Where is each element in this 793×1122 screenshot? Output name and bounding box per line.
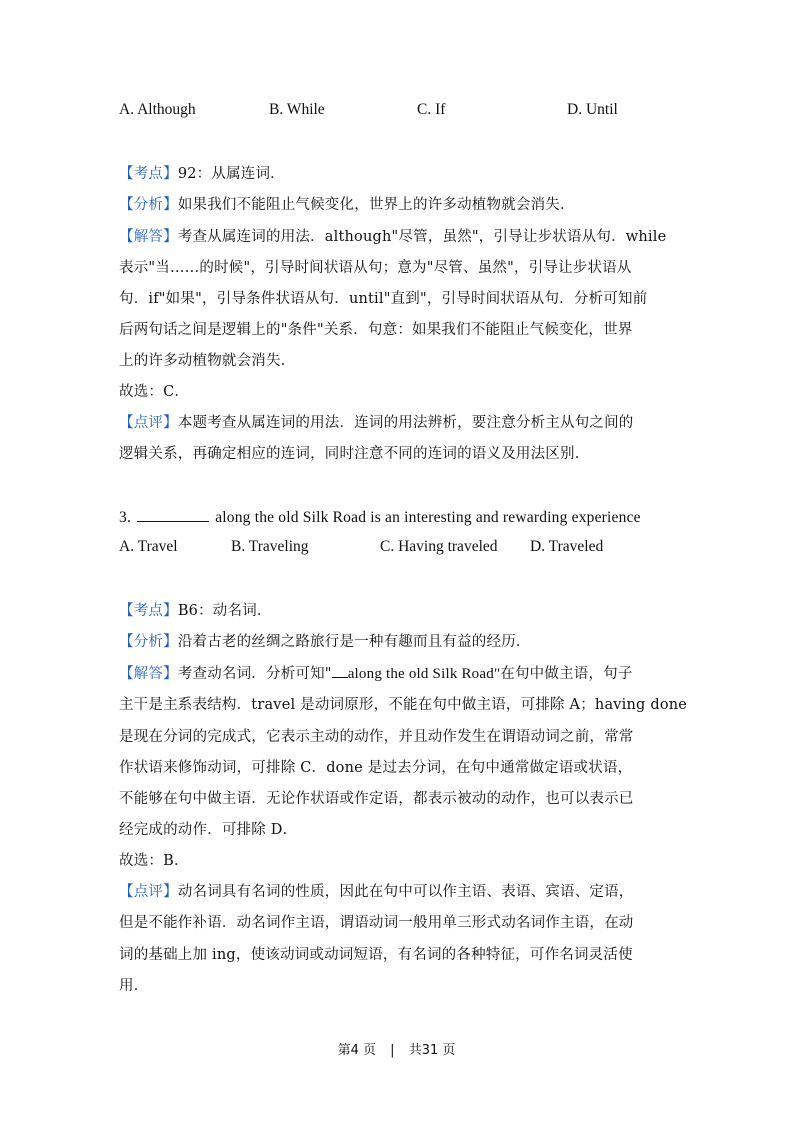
q2-option-a: A. Although — [119, 101, 196, 118]
fenxi-text: 如果我们不能阻止气候变化，世界上的许多动植物就会消失． — [177, 197, 575, 213]
q2-option-d: D. Until — [567, 101, 618, 118]
answer-blank — [137, 507, 209, 522]
q3-stem — [119, 507, 679, 529]
fenxi-tag: 【分析】 — [119, 634, 178, 650]
q3-stem-text: along the old Silk Road is an interesting and rewarding experience — [215, 509, 641, 526]
page-footer — [0, 1039, 793, 1058]
q2-jieda-line-5: 上的许多动植物就会消失． — [119, 353, 296, 369]
q3-option-b: B. Traveling — [231, 538, 309, 555]
inline-blank — [332, 663, 348, 678]
jieda-text: 考查从属连词的用法．although"尽管，虽然"，引导让步状语从句．while — [177, 229, 667, 245]
jieda-text-pre: 考查动名词．分析可知" — [177, 666, 332, 682]
q3-jieda-line-4: 作状语来修饰动词，可排除 C．done 是过去分词，在句中通常做定语或状语， — [119, 760, 633, 776]
q3-dianping-line-3: 词的基础上加 ing，使该动词或动词短语，有名词的各种特征，可作名词灵活使 — [119, 947, 633, 963]
q3-option-d: D. Traveled — [530, 538, 604, 555]
q2-jieda-line-1 — [119, 226, 679, 248]
q3-number: 3. — [119, 509, 132, 526]
q2-kaodian — [119, 163, 679, 185]
dianping-text: 动名词具有名词的性质，因此在句中可以作主语、表语、宾语、定语， — [177, 884, 634, 900]
q2-dianping-line-1 — [119, 412, 679, 434]
q3-option-c: C. Having traveled — [380, 538, 498, 555]
q3-dianping-line-1 — [119, 881, 679, 903]
dianping-tag: 【点评】 — [119, 884, 178, 900]
jieda-text-en: along the old Silk Road" — [347, 666, 501, 682]
q2-jieda-line-4: 后两句话之间是逻辑上的"条件"关系．句意：如果我们不能阻止气候变化，世界 — [119, 322, 633, 338]
q3-options — [119, 538, 679, 560]
footer-separator: | — [390, 1043, 395, 1058]
q3-fenxi — [119, 631, 679, 653]
dianping-text: 本题考查从属连词的用法．连词的用法辨析，要注意分析主从句之间的 — [177, 415, 634, 431]
kaodian-tag: 【考点】 — [119, 166, 178, 182]
kaodian-tag: 【考点】 — [119, 603, 178, 619]
q3-dianping-line-2: 但是不能作补语．动名词作主语，谓语动词一般用单三形式动名词作主语，在动 — [119, 915, 634, 931]
dianping-tag: 【点评】 — [119, 415, 178, 431]
kaodian-text: B6：动名词． — [177, 603, 272, 619]
q2-fenxi — [119, 194, 679, 216]
q2-option-c: C. If — [417, 101, 446, 118]
jieda-text-post: 在句中做主语，句子 — [500, 666, 633, 682]
q2-dianping-line-2: 逻辑关系，再确定相应的连词，同时注意不同的连词的语义及用法区别． — [119, 446, 590, 462]
kaodian-text: 92：从属连词． — [177, 166, 285, 182]
fenxi-tag: 【分析】 — [119, 197, 178, 213]
q2-options — [119, 101, 679, 123]
jieda-tag: 【解答】 — [119, 666, 178, 682]
page-number-total: 共31 页 — [408, 1043, 456, 1058]
q2-answer: 故选：C． — [119, 384, 190, 400]
page-number-current: 第4 页 — [337, 1043, 377, 1058]
fenxi-text: 沿着古老的丝绸之路旅行是一种有趣而且有益的经历． — [177, 634, 531, 650]
q3-dianping-line-4: 用． — [119, 978, 149, 994]
q3-jieda-line-6: 经完成的动作．可排除 D． — [119, 822, 298, 838]
q2-jieda-line-2: 表示"当……的时候"，引导时间状语从句；意为"尽管、虽然"，引导让步状语从 — [119, 260, 632, 276]
q2-option-b: B. While — [269, 101, 325, 118]
q3-kaodian — [119, 600, 679, 622]
q2-jieda-line-3: 句．if"如果"，引导条件状语从句．until"直到"，引导时间状语从句．分析可知前 — [119, 291, 648, 307]
jieda-tag: 【解答】 — [119, 229, 178, 245]
q3-jieda-line-1 — [119, 663, 679, 685]
q3-jieda-line-3: 是现在分词的完成式，它表示主动的动作，并且动作发生在谓语动词之前，常常 — [119, 729, 634, 745]
q3-answer: 故选：B． — [119, 853, 189, 869]
q3-option-a: A. Travel — [119, 538, 178, 555]
q3-jieda-line-2: 主干是主系表结构．travel 是动词原形，不能在句中做主语，可排除 A；having done — [119, 697, 688, 713]
q3-jieda-line-5: 不能够在句中做主语．无论作状语或作定语，都表示被动的动作，也可以表示已 — [119, 791, 634, 807]
